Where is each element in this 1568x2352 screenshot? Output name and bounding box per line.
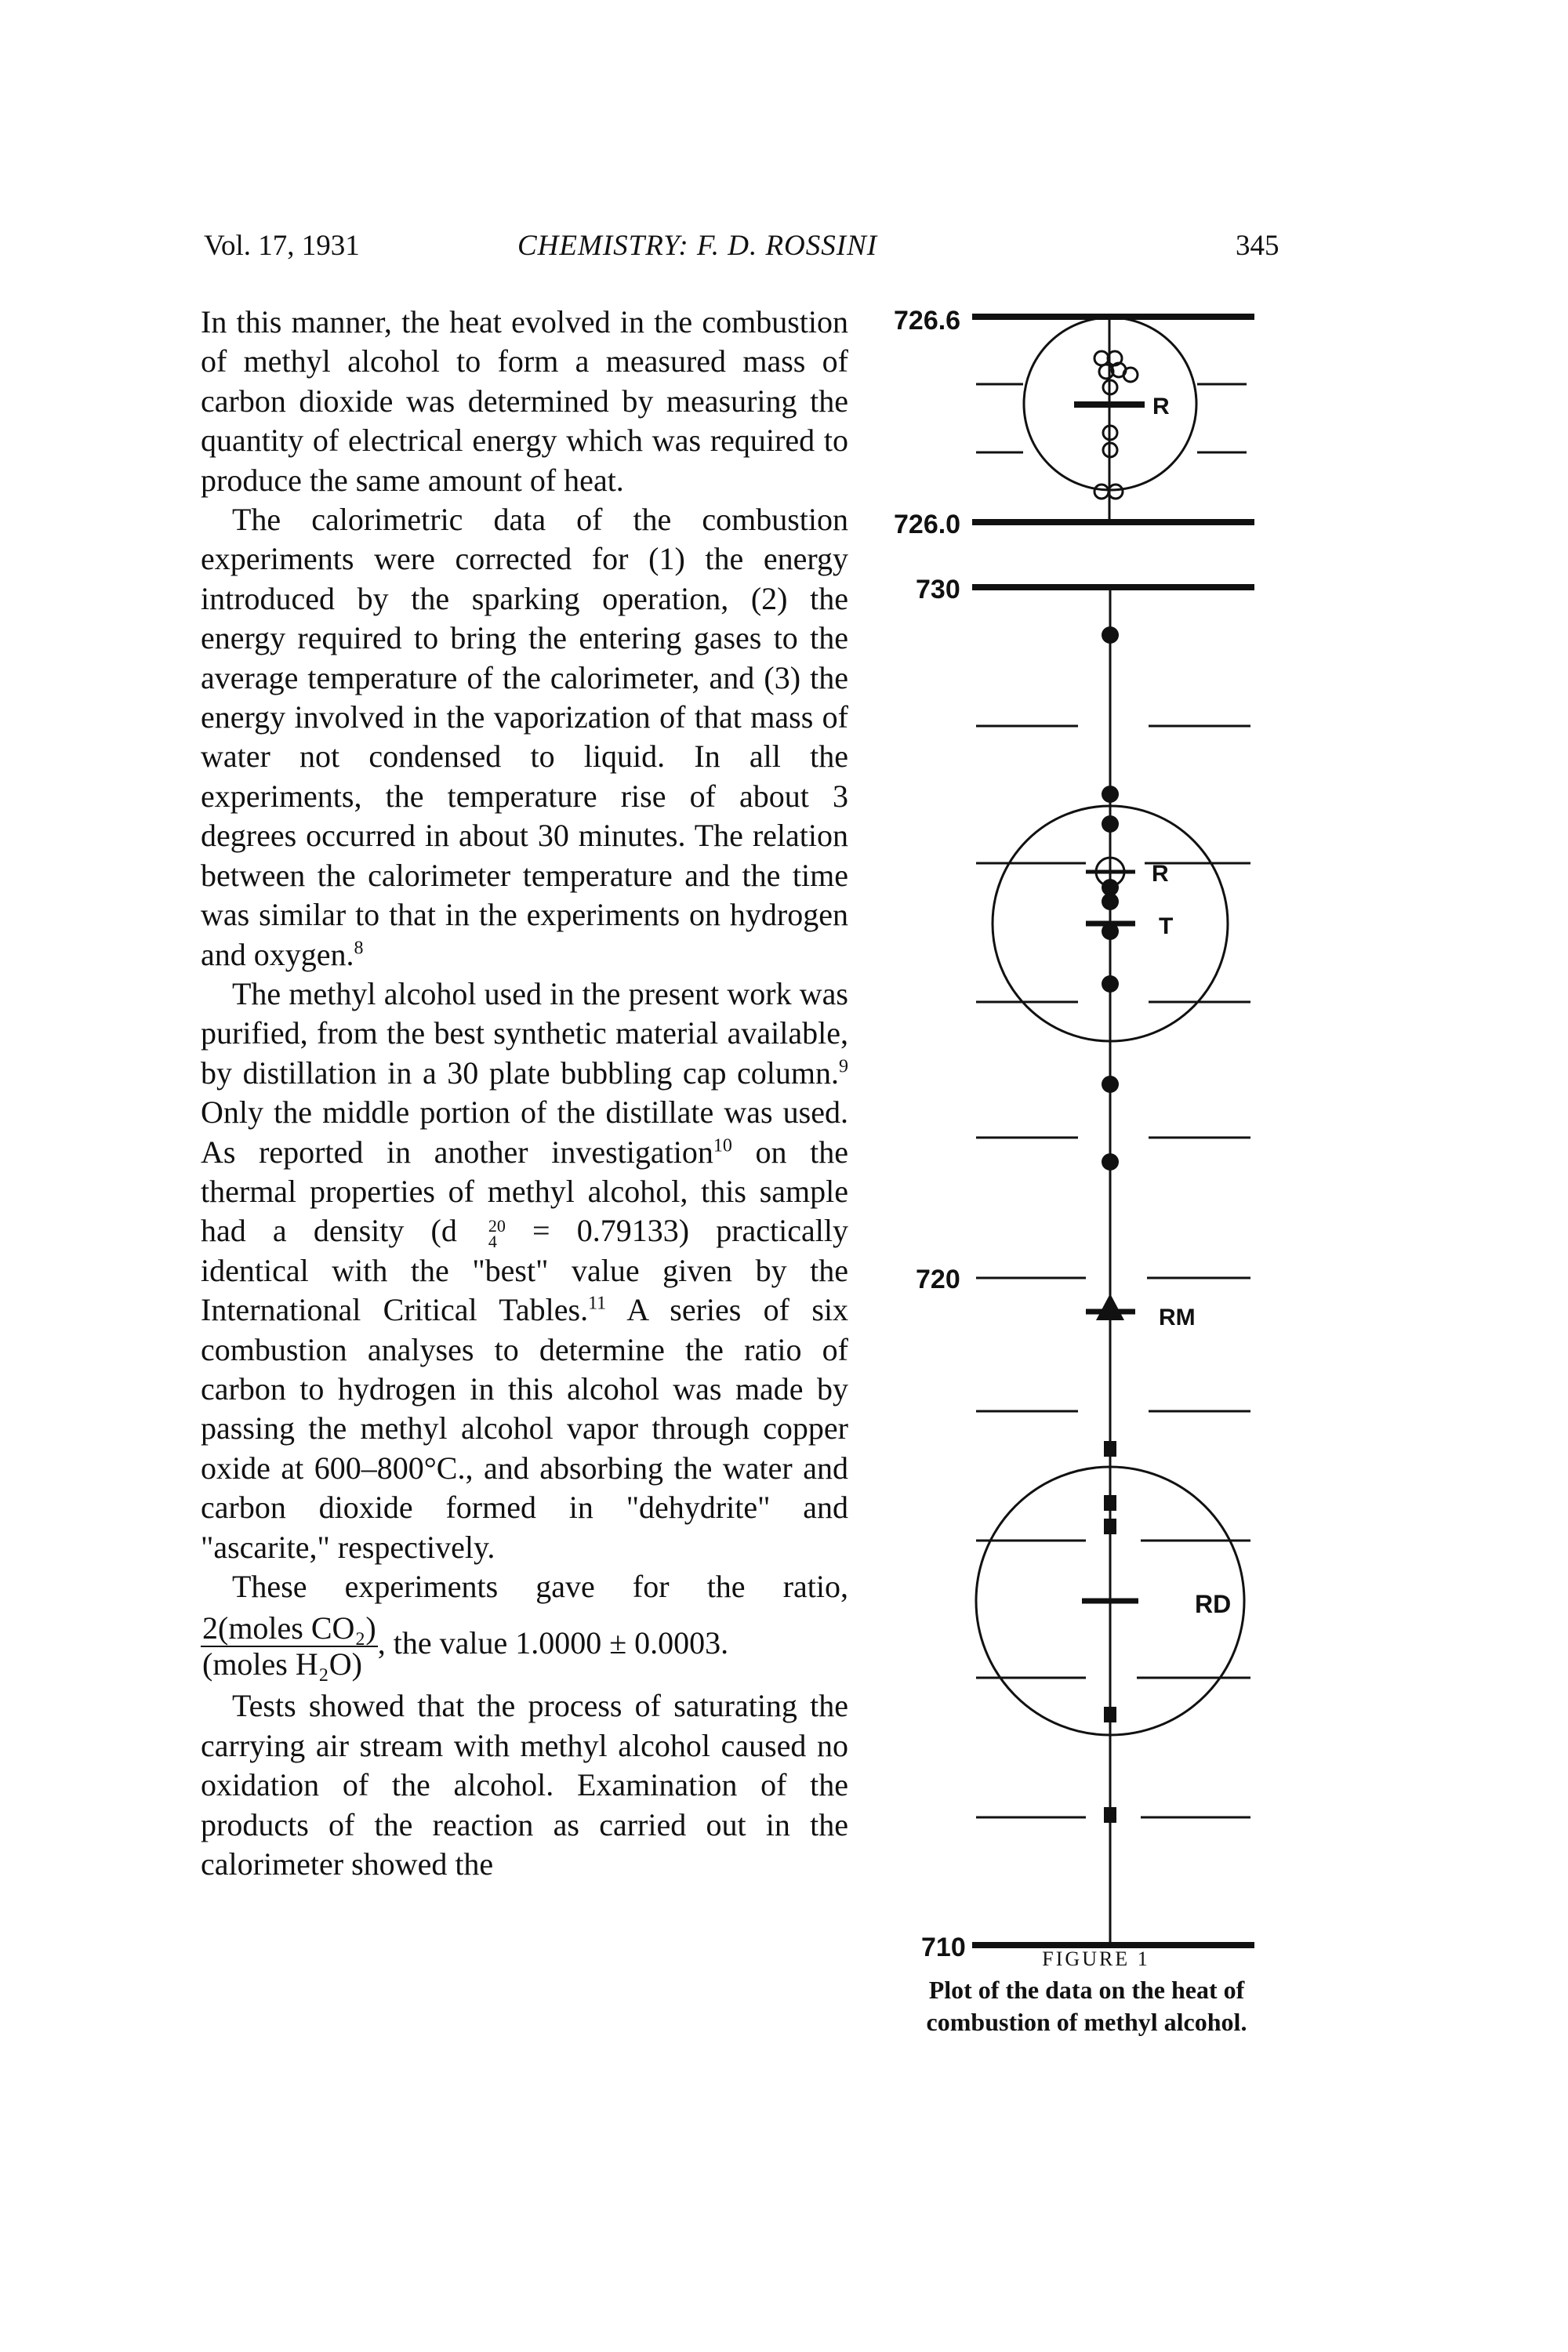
figure-label: FIGURE 1 (1042, 1947, 1150, 1970)
footnote-ref-10: 10 (713, 1135, 732, 1156)
paragraph-4-text-a: These experiments gave for the ratio, (232, 1569, 848, 1604)
label-t: T (1159, 913, 1174, 939)
paragraph-3-text-c: on the thermal properties of methyl alcohol, this sample had a density (d (201, 1134, 848, 1249)
axis-label-726-6: 726.6 (894, 306, 961, 336)
data-point (1102, 1076, 1119, 1093)
data-point-triangle (1096, 1294, 1124, 1320)
fraction-denominator: (moles H₂O) (202, 1646, 362, 1682)
axis-label-726-0: 726.0 (894, 510, 961, 539)
upper-point (1094, 485, 1109, 499)
page-number: 345 (1236, 230, 1279, 262)
caption-text: Plot of the data on the heat of combustion of methyl alcohol. (926, 1976, 1247, 2036)
label-r: R (1152, 861, 1169, 887)
paragraph-4-text-b: , the value 1.0000 ± 0.0003. (377, 1625, 729, 1661)
footnote-ref-9: 9 (839, 1056, 848, 1077)
data-point (1102, 923, 1119, 940)
paragraph-3-text-e: A series of six combustion analyses to determine the ratio of carbon to hydrogen in this alcohol was made by passing the methyl alcohol vapor through copper oxide at 600–800°C., and absorbing the water and carbon dioxide formed in "dehydrite" and "ascarite," respectively. (201, 1292, 848, 1565)
data-point (1102, 975, 1119, 993)
data-point-square (1104, 1707, 1116, 1722)
running-head-title: CHEMISTRY: F. D. ROSSINI (517, 230, 878, 262)
data-point-square (1104, 1441, 1116, 1457)
data-point-square (1104, 1807, 1116, 1823)
paragraph-3-text-a: The methyl alcohol used in the present work was purified, from the best synthetic material available, by distillation in a 30 plate bubbling cap column. (201, 975, 848, 1091)
upper-point (1123, 368, 1138, 382)
footnote-ref-11: 11 (588, 1293, 607, 1314)
label-rd: RD (1195, 1590, 1232, 1618)
data-point-square (1104, 1495, 1116, 1511)
running-head-volume: Vol. 17, 1931 (204, 230, 360, 262)
data-point (1102, 1153, 1119, 1171)
data-point (1102, 815, 1119, 833)
label-rm: RM (1159, 1305, 1196, 1330)
density-superscript: 20 (488, 1216, 506, 1236)
paragraph-3-text-d: = 0.79133) practically identical with the "best" value given by the International Critical Tables. (201, 1213, 849, 1328)
fraction-numerator: 2(moles CO₂) (202, 1610, 376, 1646)
data-point (1102, 626, 1119, 644)
data-point-square (1104, 1519, 1116, 1534)
upper-point (1109, 485, 1123, 499)
label-upper-r: R (1152, 394, 1170, 419)
density-subscript: 4 (488, 1232, 497, 1252)
axis-label-710: 710 (921, 1933, 966, 1962)
axis-label-720: 720 (916, 1265, 960, 1294)
paragraph-3-text-b: Only the middle portion of the distillate was used. As reported in another investigation (201, 1094, 848, 1170)
footnote-ref-8: 8 (354, 938, 364, 959)
axis-label-730: 730 (916, 575, 960, 604)
data-point (1102, 893, 1119, 910)
data-point (1102, 786, 1119, 803)
paragraph-5: Tests showed that the process of saturating the carrying air stream with methyl alcohol caused no oxidation of the alcohol. Examination of the products of the reaction as carried out in the calorimeter showed the (201, 1688, 848, 1882)
upper-point (1094, 351, 1109, 365)
paragraph-2-text: The calorimetric data of the combustion experiments were corrected for (1) the energy introduced by the sparking operation, (2) the energy required to bring the entering gases to the average temperature of the calorimeter, and (3) the energy involved in the vaporization of that mass of water not condensed to liquid. In all the experiments, the temperature rise of about 3 degrees occurred in about 30 minutes. The relation between the calorimeter temperature and the time was similar to that in the experiments on hydrogen and oxygen. (201, 502, 848, 972)
paragraph-1: In this manner, the heat evolved in the combustion of methyl alcohol to form a measured mass of carbon dioxide was determined by measuring the quantity of electrical energy which was required to produce the same amount of heat. (201, 304, 848, 498)
